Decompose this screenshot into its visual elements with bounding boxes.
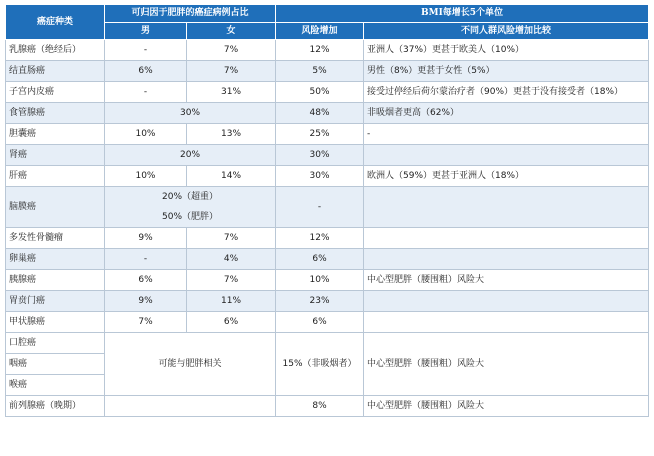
- table-row: [6, 396, 649, 417]
- cell-risk: 25%: [276, 124, 364, 145]
- cell-male: -: [105, 249, 187, 270]
- header-obesity-share: 可归因于肥胖的癌症病例占比: [105, 5, 276, 23]
- cell-note: [364, 228, 649, 249]
- cell-female: 14%: [187, 166, 276, 187]
- cell-cancer-name: 肾癌: [6, 145, 105, 166]
- table-wrapper: [5, 4, 649, 417]
- cell-risk: 23%: [276, 291, 364, 312]
- cell-male: 6%: [105, 61, 187, 82]
- cell-cancer-name: 卵巢癌: [6, 249, 105, 270]
- table-row: [6, 291, 649, 312]
- cell-cancer-name: 口腔癌: [6, 333, 105, 354]
- cell-risk: 6%: [276, 312, 364, 333]
- table-row: [6, 145, 649, 166]
- header-female: 女: [187, 22, 276, 40]
- cell-risk: 15%（非吸烟者）: [276, 333, 364, 396]
- cell-female: 7%: [187, 61, 276, 82]
- cell-cancer-name: 喉癌: [6, 375, 105, 396]
- cell-female: 7%: [187, 270, 276, 291]
- cell-risk: -: [276, 187, 364, 228]
- cell-male: 9%: [105, 228, 187, 249]
- cell-risk: 8%: [276, 396, 364, 417]
- cell-risk: 12%: [276, 40, 364, 61]
- cell-male: 6%: [105, 270, 187, 291]
- cell-both-sexes: 可能与肥胖相关: [105, 333, 276, 396]
- cell-both-sexes: 30%: [105, 103, 276, 124]
- cancer-obesity-table: [5, 4, 649, 417]
- cell-note: 亚洲人（37%）更甚于欧美人（10%）: [364, 40, 649, 61]
- table-row: [6, 228, 649, 249]
- header-group-comparison: 不同人群风险增加比较: [364, 22, 649, 40]
- cell-risk: 10%: [276, 270, 364, 291]
- table-row: [6, 40, 649, 61]
- header-bmi-group: BMI每增长5个单位: [276, 5, 649, 23]
- cell-note: -: [364, 124, 649, 145]
- cell-risk: 50%: [276, 82, 364, 103]
- cell-note: [364, 187, 649, 228]
- cell-male: 7%: [105, 312, 187, 333]
- cell-note: 中心型肥胖（腰围粗）风险大: [364, 270, 649, 291]
- cell-female: 7%: [187, 228, 276, 249]
- cell-risk: 30%: [276, 145, 364, 166]
- cell-risk: 12%: [276, 228, 364, 249]
- cell-risk: 48%: [276, 103, 364, 124]
- table-row: [6, 166, 649, 187]
- cell-note: 中心型肥胖（腰围粗）风险大: [364, 333, 649, 396]
- cell-cancer-name: 食管腺癌: [6, 103, 105, 124]
- table-row: [6, 312, 649, 333]
- table-row: [6, 187, 649, 228]
- header-risk-increase: 风险增加: [276, 22, 364, 40]
- cell-female: 31%: [187, 82, 276, 103]
- cell-female: 11%: [187, 291, 276, 312]
- cell-risk: 6%: [276, 249, 364, 270]
- table-row: [6, 103, 649, 124]
- cell-cancer-name: 肝癌: [6, 166, 105, 187]
- table-row: [6, 270, 649, 291]
- cell-note: [364, 291, 649, 312]
- cell-cancer-name: 前列腺癌（晚期）: [6, 396, 105, 417]
- cell-cancer-name: 咽癌: [6, 354, 105, 375]
- cell-note: 男性（8%）更甚于女性（5%）: [364, 61, 649, 82]
- header-row-1: [6, 5, 649, 23]
- header-male: 男: [105, 22, 187, 40]
- cell-both-sexes: 20%: [105, 145, 276, 166]
- cell-female: 7%: [187, 40, 276, 61]
- cell-both-sexes: [105, 396, 276, 417]
- cell-male: 10%: [105, 124, 187, 145]
- obese-share: 50%（肥胖）: [162, 212, 219, 222]
- overweight-share: 20%（超重）: [162, 192, 219, 202]
- cell-male: 9%: [105, 291, 187, 312]
- table-row: [6, 249, 649, 270]
- cell-female: 6%: [187, 312, 276, 333]
- table-row: [6, 124, 649, 145]
- cell-cancer-name: 多发性骨髓瘤: [6, 228, 105, 249]
- cell-cancer-name: 结直肠癌: [6, 61, 105, 82]
- header-cancer-type: 癌症种类: [6, 5, 105, 40]
- cell-risk: 5%: [276, 61, 364, 82]
- cell-risk: 30%: [276, 166, 364, 187]
- cell-note: [364, 249, 649, 270]
- cell-note: 欧洲人（59%）更甚于亚洲人（18%）: [364, 166, 649, 187]
- cell-cancer-name: 胆囊癌: [6, 124, 105, 145]
- cell-both-sexes: [105, 187, 276, 228]
- cell-male: -: [105, 82, 187, 103]
- table-row: [6, 82, 649, 103]
- cell-cancer-name: 乳腺癌（绝经后）: [6, 40, 105, 61]
- table-row: [6, 61, 649, 82]
- table-row: [6, 333, 649, 354]
- cell-cancer-name: 甲状腺癌: [6, 312, 105, 333]
- cell-female: 4%: [187, 249, 276, 270]
- cell-male: -: [105, 40, 187, 61]
- cell-note: [364, 145, 649, 166]
- cell-note: 中心型肥胖（腰围粗）风险大: [364, 396, 649, 417]
- cell-female: 13%: [187, 124, 276, 145]
- cell-note: [364, 312, 649, 333]
- cell-male: 10%: [105, 166, 187, 187]
- cell-note: 非吸烟者更高（62%）: [364, 103, 649, 124]
- cell-cancer-name: 胰腺癌: [6, 270, 105, 291]
- cell-cancer-name: 胃贲门癌: [6, 291, 105, 312]
- cell-note: 接受过停经后荷尔蒙治疗者（90%）更甚于没有接受者（18%）: [364, 82, 649, 103]
- cell-cancer-name: 脑膜癌: [6, 187, 105, 228]
- cell-cancer-name: 子宫内皮癌: [6, 82, 105, 103]
